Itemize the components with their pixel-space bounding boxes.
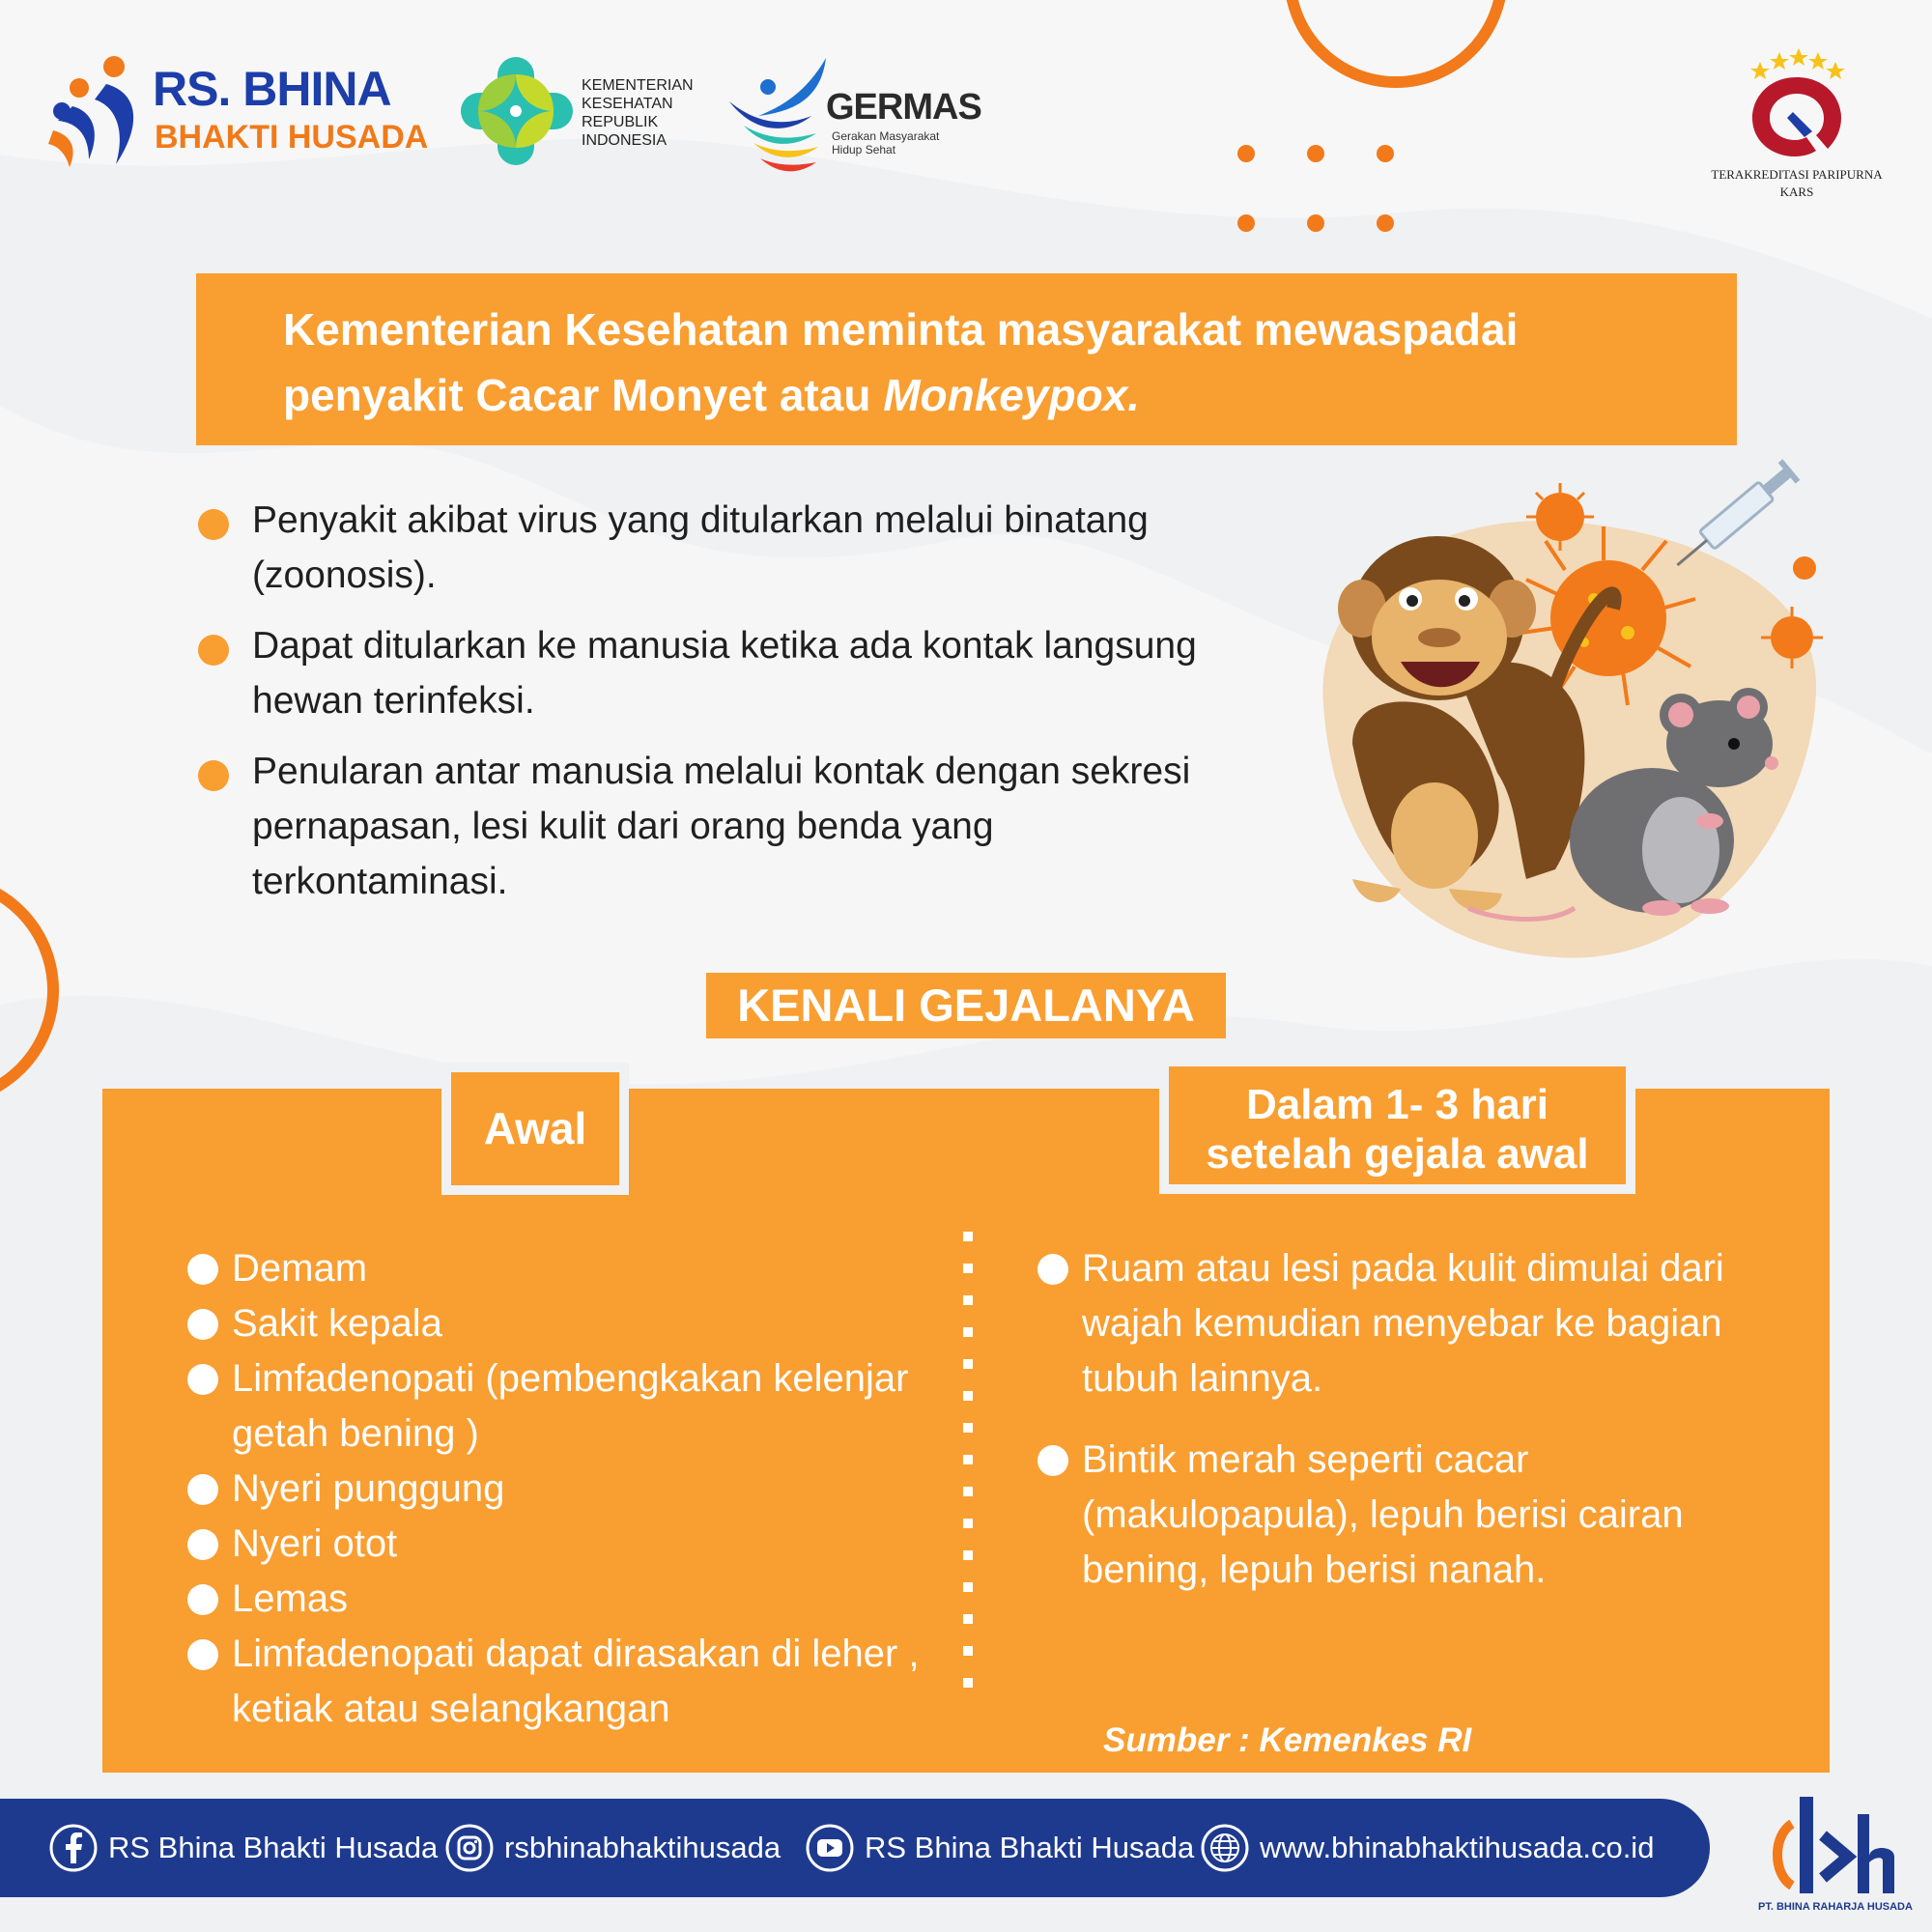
headline-line2-plain: penyakit Cacar Monyet atau xyxy=(283,370,884,420)
symptom-text: Nyeri otot xyxy=(232,1522,398,1565)
intro-item xyxy=(198,618,1251,728)
hospital-logo xyxy=(48,53,429,169)
germas-sub-line1: Gerakan Masyarakat xyxy=(832,129,940,143)
germas-title: GERMAS xyxy=(826,87,981,128)
germas-logo-icon xyxy=(729,58,836,179)
facebook-icon xyxy=(48,1823,99,1873)
kemenkes-line2: KESEHATAN xyxy=(582,96,673,112)
bullet-icon xyxy=(187,1529,218,1560)
company-name: PT. BHINA RAHARJA HUSADA xyxy=(1758,1901,1913,1913)
symptom-text: Bintik merah seperti cacar (makulopapula), lepuh berisi cairan bening, lepuh berisi nanah. xyxy=(1082,1438,1684,1591)
tab-later-symptoms xyxy=(1159,1057,1635,1194)
kemenkes-logo xyxy=(459,53,720,169)
bullet-icon xyxy=(198,635,229,666)
symptom-text: Sakit kepala xyxy=(232,1302,442,1345)
facebook-link[interactable] xyxy=(48,1799,438,1897)
instagram-link[interactable] xyxy=(444,1799,781,1897)
headline-line1: Kementerian Kesehatan meminta masyarakat mewaspadai xyxy=(283,304,1519,355)
kars-line1: TERAKREDITASI PARIPURNA xyxy=(1711,167,1883,182)
later-symptoms-list xyxy=(1036,1241,1731,1624)
hospital-name-line2: BHAKTI HUSADA xyxy=(155,119,429,156)
bullet-icon xyxy=(187,1254,218,1285)
symptom-item xyxy=(1036,1433,1731,1598)
kemenkes-text xyxy=(582,76,694,150)
early-symptoms-list xyxy=(185,1241,939,1737)
footer-bar xyxy=(0,1799,1710,1897)
bullet-icon xyxy=(187,1474,218,1505)
symptom-item xyxy=(185,1462,939,1517)
source-note: Sumber : Kemenkes RI xyxy=(1103,1721,1472,1759)
bullet-icon xyxy=(187,1639,218,1670)
facebook-label: RS Bhina Bhakti Husada xyxy=(108,1831,439,1864)
virus-icon xyxy=(1793,556,1816,580)
section-title: KENALI GEJALANYA xyxy=(706,973,1226,1038)
symptom-item xyxy=(185,1296,939,1351)
symptom-text: Ruam atau lesi pada kulit dimulai dari wajah kemudian menyebar ke bagian tubuh lainnya. xyxy=(1082,1247,1724,1400)
intro-item-text: Dapat ditularkan ke manusia ketika ada kontak langsung hewan terinfeksi. xyxy=(252,625,1197,722)
globe-icon xyxy=(1200,1823,1250,1873)
intro-item-text: Penyakit akibat virus yang ditularkan melalui binatang (zoonosis). xyxy=(252,499,1149,596)
intro-list xyxy=(198,493,1251,924)
kemenkes-line1: KEMENTERIAN xyxy=(582,77,694,94)
youtube-label: RS Bhina Bhakti Husada xyxy=(865,1831,1195,1864)
bullet-icon xyxy=(198,509,229,540)
instagram-label: rsbhinabhaktihusada xyxy=(504,1831,781,1864)
symptom-text: Limfadenopati dapat dirasakan di leher , ketiak atau selangkangan xyxy=(232,1633,920,1730)
headline-line2 xyxy=(283,362,1650,428)
symptom-item xyxy=(185,1572,939,1627)
headline-line2-italic: Monkeypox. xyxy=(883,370,1141,420)
intro-item-text: Penularan antar manusia melalui kontak dengan sekresi pernapasan, lesi kulit dari orang benda yang terkontaminasi. xyxy=(252,751,1191,902)
tab-later-line2: setelah gejala awal xyxy=(1206,1130,1589,1178)
headline-banner xyxy=(196,273,1737,445)
symptom-item xyxy=(185,1351,939,1462)
tab-later-line1: Dalam 1- 3 hari xyxy=(1245,1081,1549,1128)
website-link[interactable] xyxy=(1200,1799,1654,1897)
symptom-item xyxy=(185,1627,939,1737)
symptom-item xyxy=(185,1241,939,1296)
company-logo-icon xyxy=(1773,1797,1898,1898)
instagram-icon xyxy=(444,1823,495,1873)
monkeypox-illustration xyxy=(1294,454,1855,976)
dotted-divider xyxy=(961,1232,975,1734)
bullet-icon xyxy=(1037,1445,1068,1476)
germas-sub-line2: Hidup Sehat xyxy=(832,143,896,156)
kars-line2: KARS xyxy=(1779,185,1814,199)
symptom-item xyxy=(185,1517,939,1572)
germas-subtitle xyxy=(832,129,939,156)
symptom-text: Lemas xyxy=(232,1577,349,1620)
symptom-text: Limfadenopati (pembengkakan kelenjar getah bening ) xyxy=(232,1357,909,1455)
symptom-item xyxy=(1036,1241,1731,1406)
germas-logo xyxy=(729,58,990,184)
intro-item xyxy=(198,744,1251,909)
intro-item xyxy=(198,493,1251,603)
bullet-icon xyxy=(187,1309,218,1340)
bullet-icon xyxy=(187,1364,218,1395)
bullet-icon xyxy=(198,760,229,791)
kars-text xyxy=(1700,166,1893,201)
kars-accreditation-logo xyxy=(1700,48,1893,213)
tab-early-symptoms: Awal xyxy=(441,1063,629,1195)
website-label: www.bhinabhaktihusada.co.id xyxy=(1260,1831,1655,1864)
bullet-icon xyxy=(1037,1254,1068,1285)
kars-logo-icon xyxy=(1739,48,1855,164)
youtube-link[interactable] xyxy=(805,1799,1194,1897)
hospital-name-line1: RS. BHINA xyxy=(153,62,391,116)
company-logo xyxy=(1753,1797,1918,1922)
youtube-icon xyxy=(805,1823,855,1873)
kemenkes-line3: REPUBLIK xyxy=(582,114,659,130)
kemenkes-logo-icon xyxy=(459,53,575,169)
bullet-icon xyxy=(187,1584,218,1615)
symptom-text: Demam xyxy=(232,1247,368,1290)
kemenkes-line4: INDONESIA xyxy=(582,132,668,149)
symptom-text: Nyeri punggung xyxy=(232,1467,505,1510)
